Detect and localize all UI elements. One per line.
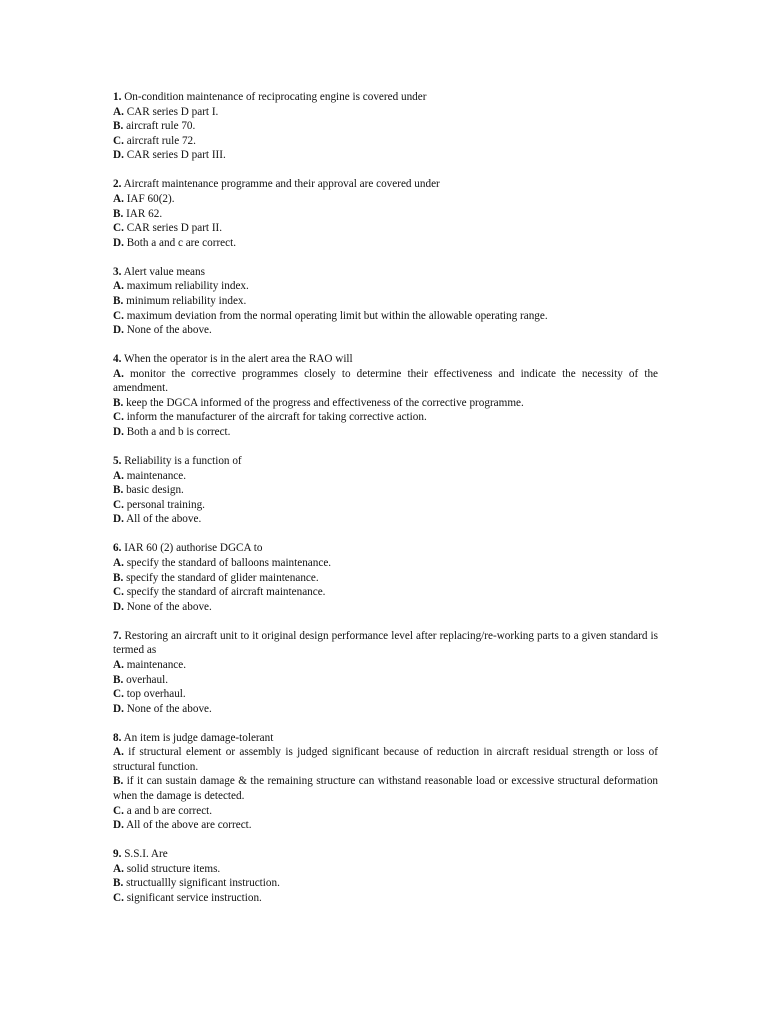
question-stem [113,352,658,367]
answer-option [113,571,658,586]
option-text: monitor the corrective programmes closely to determine their effectiveness and indicate the necessity of the amendment. [113,367,659,395]
answer-option [113,469,658,484]
option-letter: A. [113,367,124,380]
option-letter: C. [113,411,124,424]
answer-option [113,512,658,527]
option-letter: B. [113,120,124,133]
question-number: 3. [113,265,122,278]
option-text: None of the above. [126,600,212,613]
option-letter: A. [113,105,124,118]
question-text: An item is judge damage-tolerant [123,731,274,744]
answer-option [113,483,658,498]
answer-option [113,294,658,309]
option-text: All of the above are correct. [126,819,252,832]
option-text: keep the DGCA informed of the progress and effectiveness of the corrective programme. [126,396,524,409]
answer-option [113,207,658,222]
option-text: a and b are correct. [126,804,213,817]
option-letter: B. [113,484,124,497]
question-5 [113,454,658,527]
option-text: if it can sustain damage & the remaining structure can withstand reasonable load or excessive structural deformation when the damage is detected. [113,775,659,803]
answer-option [113,498,658,513]
question-number: 6. [113,542,122,555]
question-3 [113,265,658,338]
option-letter: B. [113,396,124,409]
answer-option [113,425,658,440]
option-text: maximum deviation from the normal operating limit but within the allowable operating range. [126,309,548,322]
question-2 [113,177,658,250]
option-text: structuallly significant instruction. [126,877,280,890]
question-stem [113,177,658,192]
answer-option [113,585,658,600]
question-text: When the operator is in the alert area the RAO will [124,353,353,366]
answer-option [113,309,658,324]
option-letter: A. [113,746,124,759]
option-letter: B. [113,571,124,584]
option-letter: D. [113,513,124,526]
option-letter: C. [113,892,124,905]
option-letter: A. [113,556,124,569]
question-number: 5. [113,455,122,468]
answer-option [113,105,658,120]
question-number: 2. [113,178,122,191]
question-text: S.S.I. Are [124,848,168,861]
question-document [113,90,658,920]
answer-option [113,323,658,338]
option-letter: C. [113,688,124,701]
option-text: if structural element or assembly is judged significant because of reduction in aircraft residual strength or loss of structural function. [113,746,658,773]
option-letter: A. [113,658,124,671]
question-number: 4. [113,353,122,366]
question-stem [113,731,658,746]
question-number: 7. [113,629,122,642]
question-stem [113,90,658,105]
answer-option [113,818,658,833]
option-letter: A. [113,192,124,205]
answer-option [113,658,658,673]
question-text: IAR 60 (2) authorise DGCA to [124,542,263,555]
option-letter: D. [113,426,124,439]
question-stem [113,629,658,658]
option-text: top overhaul. [126,688,186,701]
answer-option [113,600,658,615]
option-text: significant service instruction. [126,892,262,905]
answer-option [113,367,658,396]
question-text: Restoring an aircraft unit to it original design performance level after replacing/re-working parts to a given standard is termed as [113,629,659,657]
question-text: Aircraft maintenance programme and their approval are covered under [123,178,440,191]
option-text: minimum reliability index. [126,294,247,307]
question-8 [113,731,658,833]
question-6 [113,541,658,614]
option-text: specify the standard of glider maintenance. [126,571,319,584]
option-text: CAR series D part III. [126,149,226,162]
option-text: aircraft rule 72. [126,134,196,147]
answer-option [113,556,658,571]
question-1 [113,90,658,163]
option-text: specify the standard of balloons maintenance. [126,556,332,569]
option-text: Both a and b is correct. [126,426,231,439]
option-text: maintenance. [126,658,187,671]
answer-option [113,702,658,717]
option-text: Both a and c are correct. [126,236,237,249]
answer-option [113,774,658,803]
option-text: None of the above. [126,702,212,715]
option-letter: C. [113,804,124,817]
answer-option [113,236,658,251]
option-letter: C. [113,498,124,511]
option-letter: D. [113,600,124,613]
option-letter: D. [113,819,124,832]
answer-option [113,745,658,774]
question-7 [113,629,658,717]
option-letter: C. [113,309,124,322]
option-letter: D. [113,702,124,715]
option-text: solid structure items. [126,862,221,875]
question-number: 1. [113,91,122,103]
answer-option [113,876,658,891]
question-stem [113,541,658,556]
answer-option [113,119,658,134]
option-text: CAR series D part II. [126,222,223,235]
answer-option [113,862,658,877]
option-letter: A. [113,469,124,482]
option-letter: B. [113,775,124,788]
answer-option [113,891,658,906]
answer-option [113,279,658,294]
question-text: Reliability is a function of [124,455,242,468]
option-letter: D. [113,324,124,337]
option-letter: B. [113,877,124,890]
option-text: maximum reliability index. [126,280,249,293]
question-9 [113,847,658,905]
question-number: 8. [113,731,122,744]
option-text: All of the above. [126,513,202,526]
answer-option [113,148,658,163]
question-number: 9. [113,848,122,861]
option-letter: C. [113,134,124,147]
option-text: IAF 60(2). [126,192,175,205]
answer-option [113,673,658,688]
option-text: inform the manufacturer of the aircraft for taking corrective action. [126,411,427,424]
option-letter: A. [113,280,124,293]
question-text: On-condition maintenance of reciprocating engine is covered under [124,91,427,103]
question-stem [113,454,658,469]
question-stem [113,847,658,862]
option-letter: C. [113,222,124,235]
answer-option [113,192,658,207]
option-letter: C. [113,586,124,599]
option-text: CAR series D part I. [126,105,219,118]
option-text: personal training. [126,498,205,511]
option-letter: A. [113,862,124,875]
question-stem [113,265,658,280]
option-text: overhaul. [126,673,168,686]
question-text: Alert value means [123,265,205,278]
option-letter: D. [113,149,124,162]
option-text: None of the above. [126,324,212,337]
option-letter: B. [113,294,124,307]
option-text: basic design. [126,484,184,497]
answer-option [113,804,658,819]
option-letter: D. [113,236,124,249]
answer-option [113,396,658,411]
answer-option [113,687,658,702]
option-text: specify the standard of aircraft maintenance. [126,586,326,599]
answer-option [113,410,658,425]
option-letter: B. [113,207,124,220]
answer-option [113,221,658,236]
option-text: aircraft rule 70. [126,120,196,133]
answer-option [113,134,658,149]
option-text: IAR 62. [126,207,163,220]
option-text: maintenance. [126,469,187,482]
option-letter: B. [113,673,124,686]
question-4 [113,352,658,440]
